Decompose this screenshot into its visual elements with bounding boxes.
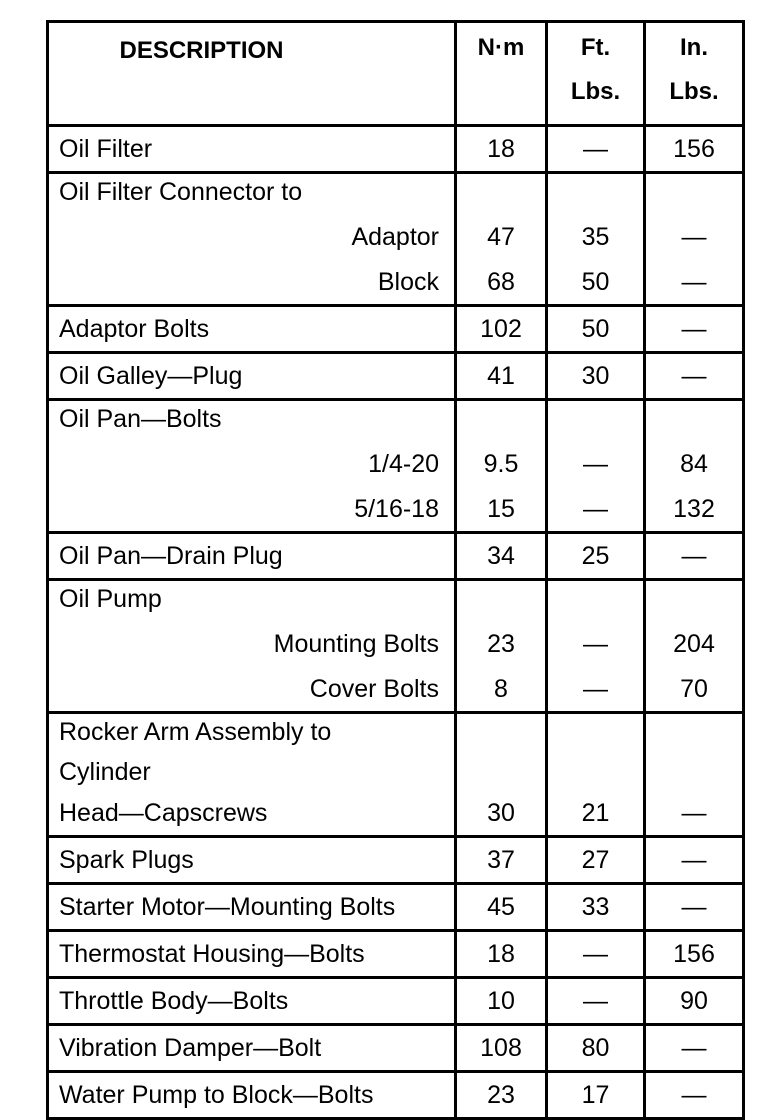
in-lbs-value bbox=[646, 581, 742, 621]
nm-value: 9.5 bbox=[483, 450, 519, 478]
description-cell bbox=[48, 306, 456, 353]
ft-lbs-cell bbox=[547, 306, 645, 353]
in-lbs-value: — bbox=[681, 542, 707, 570]
nm-value bbox=[457, 754, 545, 790]
table-row bbox=[48, 353, 744, 400]
nm-cell bbox=[456, 126, 547, 173]
table-row bbox=[48, 126, 744, 173]
ft-lbs-value: 30 bbox=[581, 362, 610, 390]
description-cell bbox=[48, 837, 456, 884]
in-lbs-value: — bbox=[681, 315, 707, 343]
description-text: 5/16-18 bbox=[354, 495, 439, 523]
ft-lbs-value: 25 bbox=[581, 542, 610, 570]
in-lbs-cell bbox=[645, 931, 744, 978]
description-cell bbox=[48, 1072, 456, 1119]
ft-lbs-value bbox=[548, 754, 643, 790]
in-lbs-value: 156 bbox=[673, 940, 715, 968]
header-ft-lbs bbox=[547, 22, 645, 126]
in-lbs-value: — bbox=[681, 799, 707, 827]
description-text: Vibration Damper—Bolt bbox=[59, 1034, 322, 1062]
ft-lbs-value: 80 bbox=[581, 1034, 610, 1062]
in-lbs-cell bbox=[645, 884, 744, 931]
ft-lbs-cell bbox=[547, 1072, 645, 1119]
nm-value: 47 bbox=[487, 223, 515, 251]
ft-lbs-value: 21 bbox=[581, 799, 610, 827]
table-row bbox=[48, 580, 744, 713]
description-cell bbox=[48, 978, 456, 1025]
description-text: Water Pump to Block—Bolts bbox=[59, 1081, 374, 1109]
ft-lbs-value: 35 bbox=[581, 223, 610, 251]
nm-value: 30 bbox=[487, 799, 515, 827]
ft-lbs-value: 27 bbox=[581, 846, 610, 874]
in-lbs-cell bbox=[645, 1072, 744, 1119]
table-row bbox=[48, 1025, 744, 1072]
nm-value: 108 bbox=[480, 1034, 522, 1062]
nm-value: 10 bbox=[487, 987, 515, 1015]
in-lbs-value: — bbox=[681, 268, 707, 296]
in-lbs-cell bbox=[645, 978, 744, 1025]
description-cell bbox=[48, 126, 456, 173]
nm-value: 8 bbox=[494, 675, 508, 703]
nm-cell bbox=[456, 837, 547, 884]
in-lbs-value bbox=[646, 714, 742, 754]
ft-lbs-cell bbox=[547, 931, 645, 978]
ft-lbs-cell bbox=[547, 884, 645, 931]
in-lbs-value: — bbox=[681, 893, 707, 921]
nm-value bbox=[457, 401, 545, 441]
description-text: Oil Filter bbox=[59, 135, 153, 163]
ft-lbs-value bbox=[548, 401, 643, 441]
nm-cell bbox=[456, 400, 547, 533]
description-text: Cylinder bbox=[59, 758, 151, 786]
ft-lbs-value bbox=[548, 581, 643, 621]
ft-lbs-value: — bbox=[583, 495, 608, 523]
nm-value bbox=[457, 581, 545, 621]
in-lbs-value: — bbox=[681, 846, 707, 874]
ft-lbs-value bbox=[548, 714, 643, 754]
table-row bbox=[48, 931, 744, 978]
in-lbs-cell bbox=[645, 837, 744, 884]
nm-value: 41 bbox=[487, 362, 515, 390]
table-row bbox=[48, 400, 744, 533]
in-lbs-cell bbox=[645, 306, 744, 353]
description-text: Adaptor Bolts bbox=[59, 315, 210, 343]
header-nm bbox=[456, 22, 547, 126]
in-lbs-cell bbox=[645, 533, 744, 580]
ft-lbs-cell bbox=[547, 978, 645, 1025]
nm-value bbox=[457, 714, 545, 754]
in-lbs-value: — bbox=[681, 223, 707, 251]
nm-cell bbox=[456, 173, 547, 306]
ft-lbs-value: 33 bbox=[581, 893, 610, 921]
ft-lbs-value: — bbox=[583, 675, 608, 703]
nm-cell bbox=[456, 306, 547, 353]
nm-value: 23 bbox=[487, 1081, 515, 1109]
description-text: Starter Motor—Mounting Bolts bbox=[59, 893, 396, 921]
in-lbs-value: 204 bbox=[673, 630, 715, 658]
header-in-label: In. bbox=[680, 34, 708, 61]
in-lbs-value: — bbox=[681, 1034, 707, 1062]
table-row bbox=[48, 173, 744, 306]
in-lbs-value: 70 bbox=[680, 675, 708, 703]
nm-value: 45 bbox=[487, 893, 515, 921]
description-text: Oil Filter Connector to bbox=[59, 178, 303, 206]
nm-value: 102 bbox=[480, 315, 522, 343]
in-lbs-value: — bbox=[681, 362, 707, 390]
table-row bbox=[48, 837, 744, 884]
description-text: Oil Pump bbox=[59, 585, 162, 613]
nm-cell bbox=[456, 1025, 547, 1072]
table-row bbox=[48, 306, 744, 353]
description-text: Spark Plugs bbox=[59, 846, 194, 874]
ft-lbs-cell bbox=[547, 533, 645, 580]
ft-lbs-cell bbox=[547, 400, 645, 533]
description-text: Mounting Bolts bbox=[273, 630, 439, 658]
in-lbs-cell bbox=[645, 126, 744, 173]
nm-cell bbox=[456, 580, 547, 713]
ft-lbs-cell bbox=[547, 580, 645, 713]
ft-lbs-value: — bbox=[583, 987, 608, 1015]
description-cell bbox=[48, 931, 456, 978]
nm-value: 18 bbox=[487, 940, 515, 968]
ft-lbs-value: — bbox=[583, 135, 608, 163]
in-lbs-cell bbox=[645, 1025, 744, 1072]
description-cell bbox=[48, 353, 456, 400]
in-lbs-cell bbox=[645, 580, 744, 713]
in-lbs-value: 84 bbox=[680, 450, 708, 478]
header-description: DESCRIPTION bbox=[48, 22, 456, 126]
description-cell bbox=[48, 1025, 456, 1072]
description-text: Oil Pan—Drain Plug bbox=[59, 542, 283, 570]
ft-lbs-cell bbox=[547, 126, 645, 173]
nm-cell bbox=[456, 931, 547, 978]
nm-value: 37 bbox=[487, 846, 515, 874]
table-row bbox=[48, 978, 744, 1025]
ft-lbs-value: 50 bbox=[581, 268, 610, 296]
description-text: Cover Bolts bbox=[309, 675, 439, 703]
table-body bbox=[48, 126, 744, 1119]
nm-value bbox=[457, 174, 545, 214]
nm-value: 15 bbox=[487, 495, 515, 523]
ft-lbs-value: — bbox=[583, 630, 608, 658]
in-lbs-value: 132 bbox=[673, 495, 715, 523]
nm-value: 34 bbox=[487, 542, 515, 570]
nm-cell bbox=[456, 978, 547, 1025]
in-lbs-value: 90 bbox=[680, 987, 708, 1015]
table-row bbox=[48, 1072, 744, 1119]
in-lbs-value bbox=[646, 754, 742, 790]
description-cell bbox=[48, 533, 456, 580]
nm-cell bbox=[456, 353, 547, 400]
description-cell bbox=[48, 173, 456, 306]
in-lbs-cell bbox=[645, 713, 744, 837]
table-row bbox=[48, 713, 744, 837]
ft-lbs-cell bbox=[547, 1025, 645, 1072]
description-cell bbox=[48, 400, 456, 533]
in-lbs-cell bbox=[645, 353, 744, 400]
ft-lbs-value: 50 bbox=[581, 315, 610, 343]
in-lbs-cell bbox=[645, 400, 744, 533]
header-nm-label: N·m bbox=[477, 34, 525, 61]
description-text: Oil Galley—Plug bbox=[59, 362, 243, 390]
in-lbs-value: 156 bbox=[673, 135, 715, 163]
ft-lbs-value: 17 bbox=[581, 1081, 610, 1109]
table-row bbox=[48, 533, 744, 580]
ft-lbs-value: — bbox=[583, 450, 608, 478]
description-cell bbox=[48, 580, 456, 713]
nm-value: 23 bbox=[487, 630, 515, 658]
ft-lbs-cell bbox=[547, 173, 645, 306]
description-text: Throttle Body—Bolts bbox=[59, 987, 289, 1015]
table-header-row bbox=[48, 22, 744, 126]
description-text: Thermostat Housing—Bolts bbox=[59, 940, 365, 968]
in-lbs-value: — bbox=[681, 1081, 707, 1109]
nm-cell bbox=[456, 533, 547, 580]
torque-spec-table bbox=[46, 20, 745, 1120]
ft-lbs-cell bbox=[547, 837, 645, 884]
ft-lbs-cell bbox=[547, 713, 645, 837]
nm-value: 68 bbox=[487, 268, 515, 296]
header-ft-unit: Lbs. bbox=[570, 78, 621, 105]
nm-value: 18 bbox=[487, 135, 515, 163]
ft-lbs-value bbox=[548, 174, 643, 214]
description-text: Block bbox=[377, 268, 439, 296]
header-in-unit: Lbs. bbox=[669, 78, 719, 105]
description-cell bbox=[48, 713, 456, 837]
nm-cell bbox=[456, 1072, 547, 1119]
in-lbs-value bbox=[646, 401, 742, 441]
ft-lbs-value: — bbox=[583, 940, 608, 968]
header-ft-label: Ft. bbox=[580, 34, 611, 61]
description-cell bbox=[48, 884, 456, 931]
description-text: Rocker Arm Assembly to bbox=[59, 718, 332, 746]
description-text: Oil Pan—Bolts bbox=[59, 405, 222, 433]
header-in-lbs bbox=[645, 22, 744, 126]
description-text: Adaptor bbox=[351, 223, 439, 251]
description-text: Head—Capscrews bbox=[59, 799, 268, 827]
description-text: 1/4-20 bbox=[368, 450, 439, 478]
nm-cell bbox=[456, 713, 547, 837]
nm-cell bbox=[456, 884, 547, 931]
ft-lbs-cell bbox=[547, 353, 645, 400]
table-row bbox=[48, 884, 744, 931]
in-lbs-cell bbox=[645, 173, 744, 306]
in-lbs-value bbox=[646, 174, 742, 214]
